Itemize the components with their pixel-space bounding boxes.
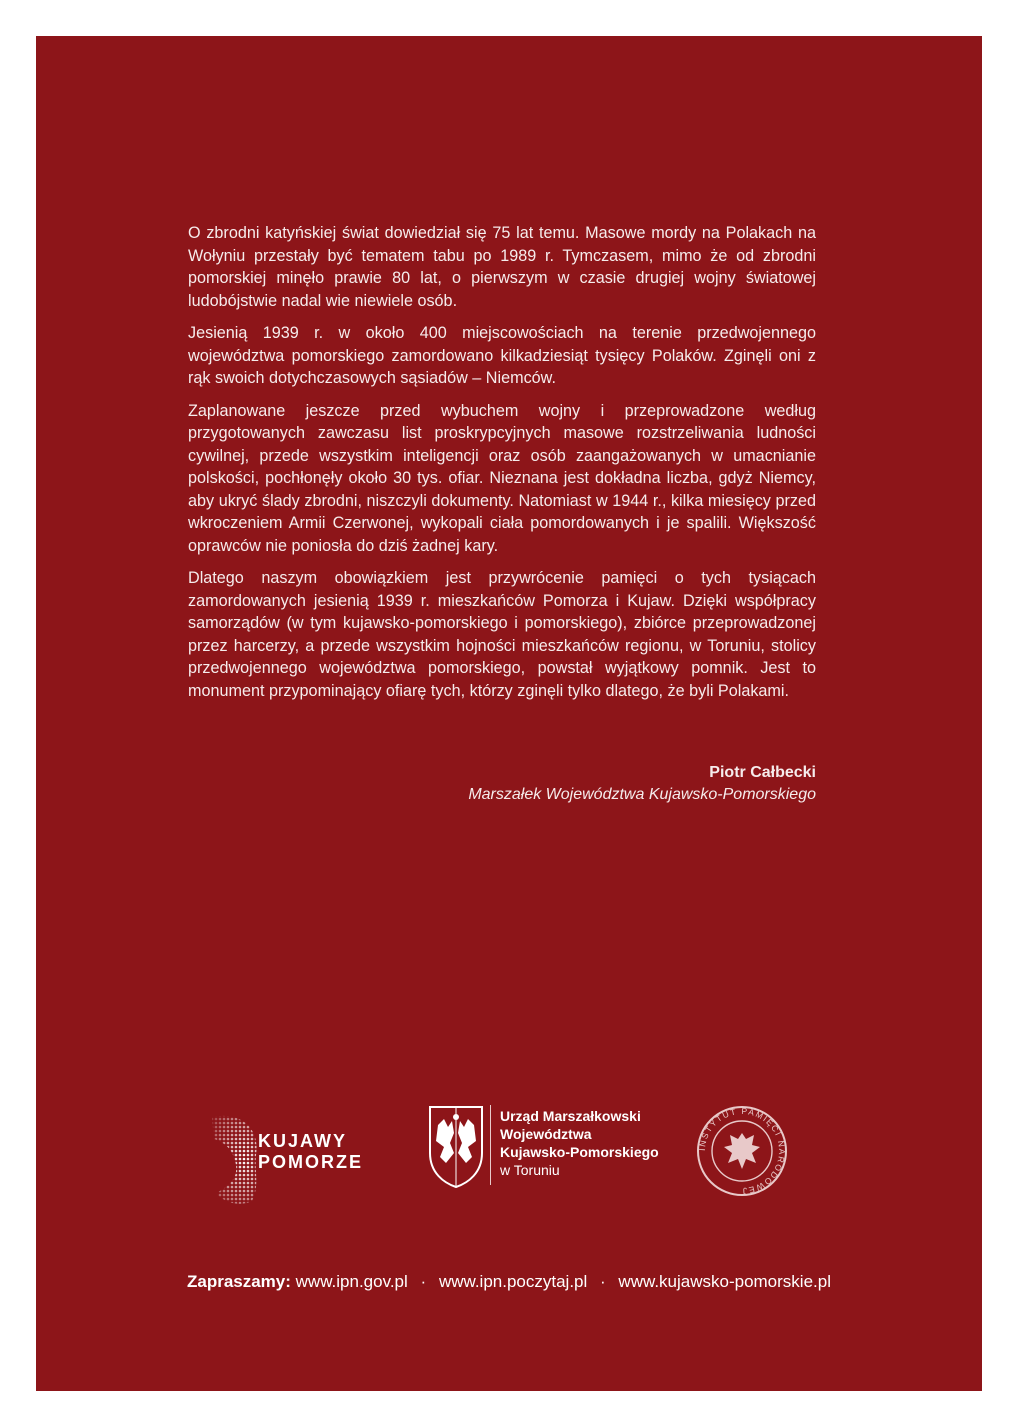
separator: · bbox=[600, 1272, 606, 1291]
kujawy-text: KUJAWY bbox=[258, 1131, 348, 1151]
urzad-line-3: Kujawsko-Pomorskiego bbox=[500, 1144, 659, 1160]
ipn-ring-text: INSTYTUT PAMIĘCI NARODOWEJ bbox=[696, 1105, 788, 1197]
urzad-line-4: w Toruniu bbox=[500, 1162, 560, 1178]
footer-label: Zapraszamy: bbox=[186, 1272, 291, 1291]
logos-row bbox=[36, 1099, 982, 1219]
signature-role: Marszałek Województwa Kujawsko-Pomorskiego bbox=[468, 786, 816, 803]
logo-divider bbox=[490, 1105, 491, 1185]
link-ipn-poczytaj[interactable]: www.ipn.poczytaj.pl bbox=[438, 1272, 588, 1291]
footer-links bbox=[36, 1272, 982, 1292]
separator: · bbox=[420, 1272, 427, 1291]
urzad-marszalkowski-logo bbox=[426, 1099, 706, 1209]
kujawy-pomorze-wordmark bbox=[258, 1131, 363, 1173]
paragraph-4: Dlatego naszym obowiązkiem jest przywrócenie pamięci o tych tysiącach zamordowanych jesienią 1939 r. mieszkańców Pomorza i Kujaw. Dzięki współpracy samorządów (w tym kujawsko-pomorskiego i pomorskiego), zbiórce przeprowadzonej przez harcerzy, a przede wszystkim hojności mieszkańców regionu, w Toruniu, stolicy przedwojennego województwa pomorskiego, powstał wyjątkowy pomnik. Jest to monument przypominający ofiarę tych, którzy zginęli tylko dlatego, że byli Polakami. bbox=[188, 569, 816, 700]
back-cover bbox=[36, 36, 982, 1391]
pomorze-text: POMORZE bbox=[258, 1152, 364, 1172]
signature-name: Piotr Całbecki bbox=[709, 764, 816, 781]
urzad-wordmark bbox=[500, 1107, 659, 1179]
kujawy-pomorze-logo bbox=[202, 1109, 362, 1209]
eagle-seal-icon bbox=[694, 1103, 790, 1199]
paragraph-3: Zaplanowane jeszcze przed wybuchem wojny i przeprowadzone według przygotowanych zawczasu list proskrypcyjnych masowe rozstrzeliwania ludności cywilnej, przede wszystkim inteligencji oraz osób zaangażowanych w umacnianie polskości, pochłonęły około 30 tys. ofiar. Nieznana jest dokładna liczba, gdyż Niemcy, aby ukryć ślady zbrodni, niszczyli dokumenty. Natomiast w 1944 r., kilka miesięcy przed wkroczeniem Armii Czerwonej, wykopali ciała pomordowanych i je spalili. Większość oprawców nie poniosła do dziś żadnej kary. bbox=[188, 401, 816, 555]
link-kujawsko-pomorskie[interactable]: www.kujawsko-pomorskie.pl bbox=[618, 1272, 831, 1291]
paragraph-2: Jesienią 1939 r. w około 400 miejscowościach na terenie przedwojennego województwa pomorskiego zamordowano kilkadziesiąt tysięcy Polaków. Zginęli oni z rąk swoich dotychczasowych sąsiadów – Niemców. bbox=[188, 324, 816, 387]
ipn-seal bbox=[694, 1103, 790, 1199]
urzad-line-1: Urząd Marszałkowski bbox=[500, 1108, 641, 1124]
kujawy-pomorze-dots-icon bbox=[202, 1109, 262, 1209]
link-ipn[interactable]: www.ipn.gov.pl bbox=[295, 1272, 408, 1291]
urzad-line-2: Województwa bbox=[500, 1126, 592, 1142]
paragraph-1: O zbrodni katyńskiej świat dowiedział się 75 lat temu. Masowe mordy na Polakach na Wołyniu przestały być tematem tabu po 1989 r. Tymczasem, mimo że od zbrodni pomorskiej minęło prawie 80 lat, o pierwszym w czasie drugiej wojny światowej ludobójstwie nadal wie niewiele osób. bbox=[188, 224, 816, 310]
body-text bbox=[188, 222, 816, 712]
coat-of-arms-icon bbox=[426, 1103, 486, 1189]
signature bbox=[468, 762, 816, 806]
